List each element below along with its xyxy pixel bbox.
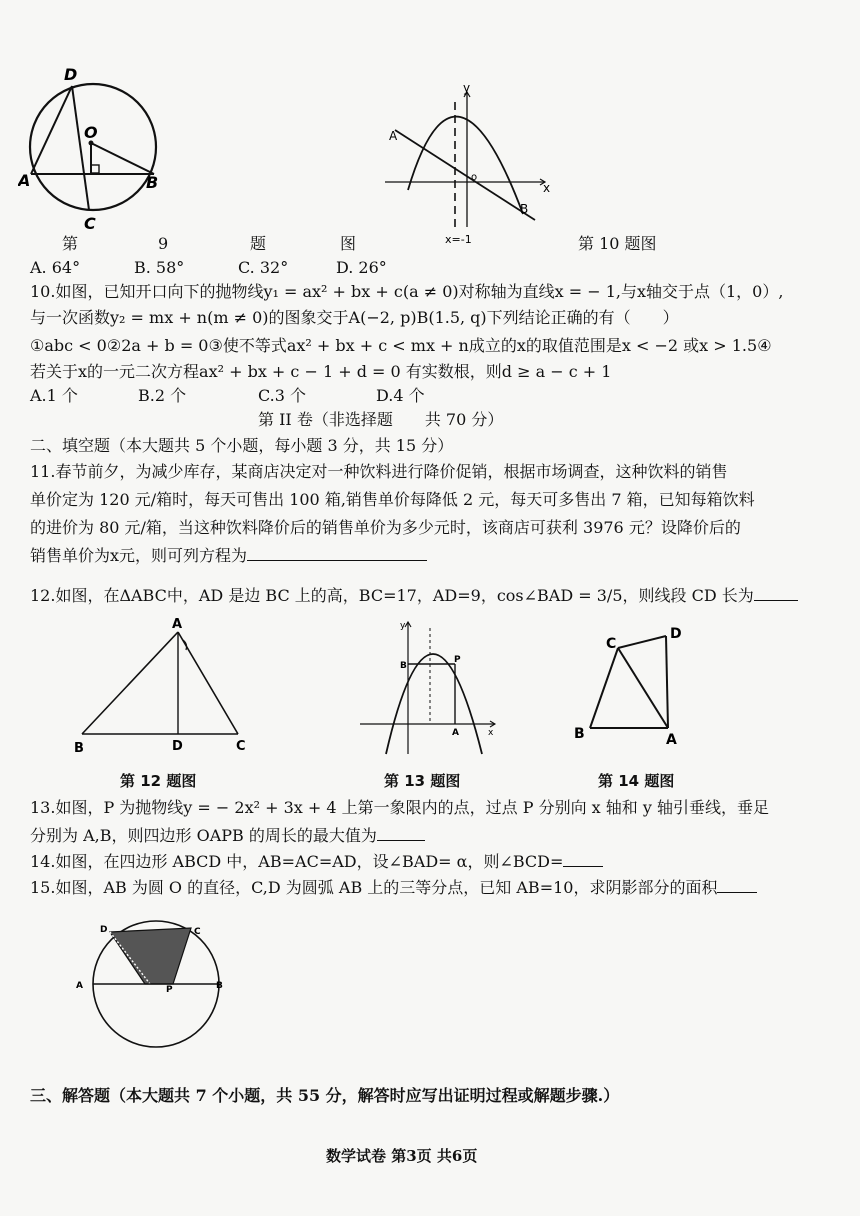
- label-d: D: [172, 739, 183, 754]
- q10-line4: 若关于x的一元二次方程ax² + bx + c − 1 + d = 0 有实数根，则d ≥ a − c + 1: [30, 362, 612, 381]
- q15-text: 15.如图，AB 为圆 O 的直径，C,D 为圆弧 AB 上的三等分点，已知 AB=10，求阴影部分的面积: [30, 876, 757, 898]
- label-a: A: [172, 617, 183, 632]
- answer-blank-13[interactable]: [377, 824, 425, 841]
- label-b: B: [520, 202, 529, 216]
- q13-line1: 13.如图，P 为抛物线y = − 2x² + 3x + 4 上第一象限内的点，过点 P 分别向 x 轴和 y 轴引垂线，垂足: [30, 798, 769, 817]
- label-y: y: [400, 621, 406, 631]
- section2-header: 第 II 卷（非选择题 共 70 分）: [258, 410, 504, 429]
- label-axis: x=-1: [445, 233, 472, 246]
- figure-12: [70, 612, 260, 757]
- label-c: C: [606, 636, 617, 652]
- q13-line2: 分别为 A,B，则四边形 OAPB 的周长的最大值为: [30, 824, 425, 846]
- label-b: B: [400, 661, 407, 671]
- q11-line4: 销售单价为x元，则可列方程为: [30, 544, 427, 566]
- label-d: D: [64, 65, 78, 84]
- figure-13: [360, 614, 510, 759]
- page-footer: 数学试卷 第3页 共6页: [326, 1147, 478, 1165]
- q12-text: 12.如图，在ΔABC中，AD 是边 BC 上的高，BC=17，AD=9，cos∠BAD = 3/5，则线段 CD 长为: [30, 584, 798, 606]
- label-x: x: [543, 181, 551, 195]
- q10-line1: 10.如图，已知开口向下的抛物线y₁ = ax² + bx + c(a ≠ 0)对称轴为直线x = − 1,与x轴交于点（1，0）,: [30, 282, 784, 301]
- q11-line2: 单价定为 120 元/箱时，每天可售出 100 箱,销售单价每降低 2 元，每天可多售出 7 箱，已知每箱饮料: [30, 490, 755, 509]
- q11-line3: 的进价为 80 元/箱，当这种饮料降价后的销售单价为多少元时，该商店可获利 3976 元？设降价后的: [30, 518, 741, 537]
- label-p: P: [166, 985, 173, 995]
- figure-15: [70, 912, 240, 1052]
- label-b: B: [574, 726, 585, 742]
- label-x: x: [488, 728, 494, 738]
- fig13-caption: 第 13 题图: [384, 772, 461, 790]
- label-o: o: [471, 172, 478, 183]
- label-b: B: [216, 981, 223, 991]
- section3-header: 三、解答题（本大题共 7 个小题，共 55 分，解答时应写出证明过程或解题步骤.）: [30, 1086, 620, 1105]
- label-b: B: [74, 741, 84, 756]
- label-c: C: [84, 214, 96, 232]
- figure-9: [18, 62, 168, 232]
- figure-10: [385, 82, 570, 247]
- label-p: P: [454, 655, 461, 665]
- answer-blank-14[interactable]: [563, 850, 603, 867]
- q10-line3: ①abc < 0②2a + b = 0③使不等式ax² + bx + c < mx + n成立的x的取值范围是x < −2 或x > 1.5④: [30, 336, 772, 355]
- fig14-caption: 第 14 题图: [598, 772, 675, 790]
- label-o: O: [84, 123, 98, 142]
- label-a: A: [389, 129, 398, 143]
- label-b: B: [146, 173, 159, 192]
- fig12-caption: 第 12 题图: [120, 772, 197, 790]
- label-d: D: [670, 626, 682, 642]
- label-d: D: [100, 925, 108, 935]
- answer-blank-15[interactable]: [717, 876, 757, 893]
- answer-blank-11[interactable]: [247, 544, 427, 561]
- label-a: A: [452, 728, 459, 738]
- q14-text: 14.如图，在四边形 ABCD 中，AB=AC=AD，设∠BAD= α，则∠BCD=: [30, 850, 603, 872]
- answer-blank-12[interactable]: [754, 584, 798, 601]
- fig10-caption: 第 10 题图: [578, 234, 657, 253]
- q11-line1: 11.春节前夕，为减少库存，某商店决定对一种饮料进行降价促销，根据市场调查，这种饮料的销售: [30, 462, 728, 481]
- label-y: y: [463, 82, 471, 95]
- label-a: A: [76, 981, 83, 991]
- fill-header: 二、填空题（本大题共 5 个小题，每小题 3 分，共 15 分）: [30, 436, 454, 455]
- q10-line2: 与一次函数y₂ = mx + n(m ≠ 0)的图象交于A(−2, p)B(1.5, q)下列结论正确的有（ ）: [30, 308, 679, 327]
- label-c: C: [236, 739, 246, 754]
- label-c: C: [194, 927, 201, 937]
- label-a: A: [666, 732, 677, 747]
- figure-14: [570, 622, 700, 747]
- label-a: A: [18, 171, 31, 190]
